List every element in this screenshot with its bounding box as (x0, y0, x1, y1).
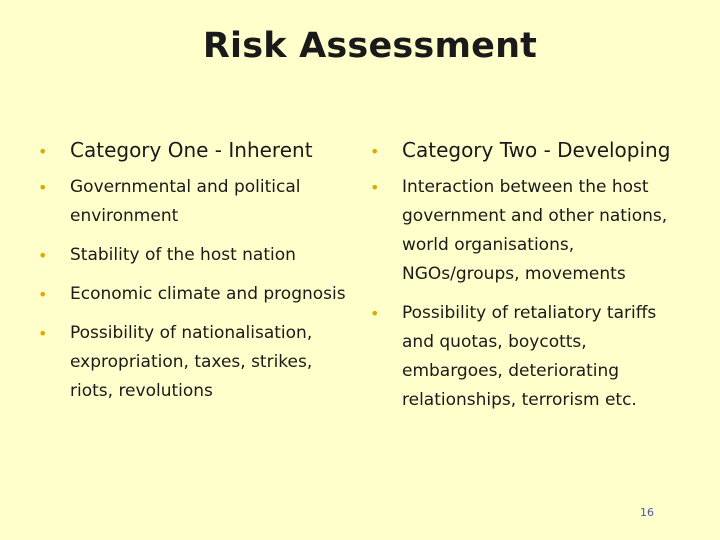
bullet-icon: • (38, 246, 48, 265)
list-item-text: Stability of the host nation (70, 245, 296, 265)
list-item-text: Interaction between the host government and other nations, world organisations, NGOs/groups, movements (402, 177, 668, 284)
list-item (36, 280, 354, 309)
list-item (36, 241, 354, 270)
list-item (36, 173, 354, 231)
list-item (368, 133, 678, 167)
category-two-heading: Category Two - Developing (402, 138, 671, 162)
page-number: 16 (640, 506, 654, 519)
list-item-text: Possibility of retaliatory tariffs and quotas, boycotts, embargoes, deteriorating relationships, terrorism etc. (402, 303, 657, 410)
list-item (368, 299, 678, 415)
bullet-icon: • (38, 285, 48, 304)
bullet-icon: • (38, 178, 48, 197)
right-column (368, 133, 678, 425)
list-item-text: Governmental and political environment (70, 177, 301, 226)
list-item (36, 319, 354, 406)
bullet-icon: • (38, 324, 48, 343)
left-column (36, 133, 354, 416)
list-item (368, 173, 678, 289)
list-item-text: Possibility of nationalisation, expropriation, taxes, strikes, riots, revolutions (70, 323, 313, 401)
slide-title: Risk Assessment (202, 26, 538, 66)
bullet-icon: • (38, 142, 48, 161)
list-item (36, 133, 354, 167)
bullet-icon: • (370, 304, 380, 323)
bullet-icon: • (370, 142, 380, 161)
bullet-icon: • (370, 178, 380, 197)
list-item-text: Economic climate and prognosis (70, 284, 346, 304)
category-one-heading: Category One - Inherent (70, 138, 313, 162)
